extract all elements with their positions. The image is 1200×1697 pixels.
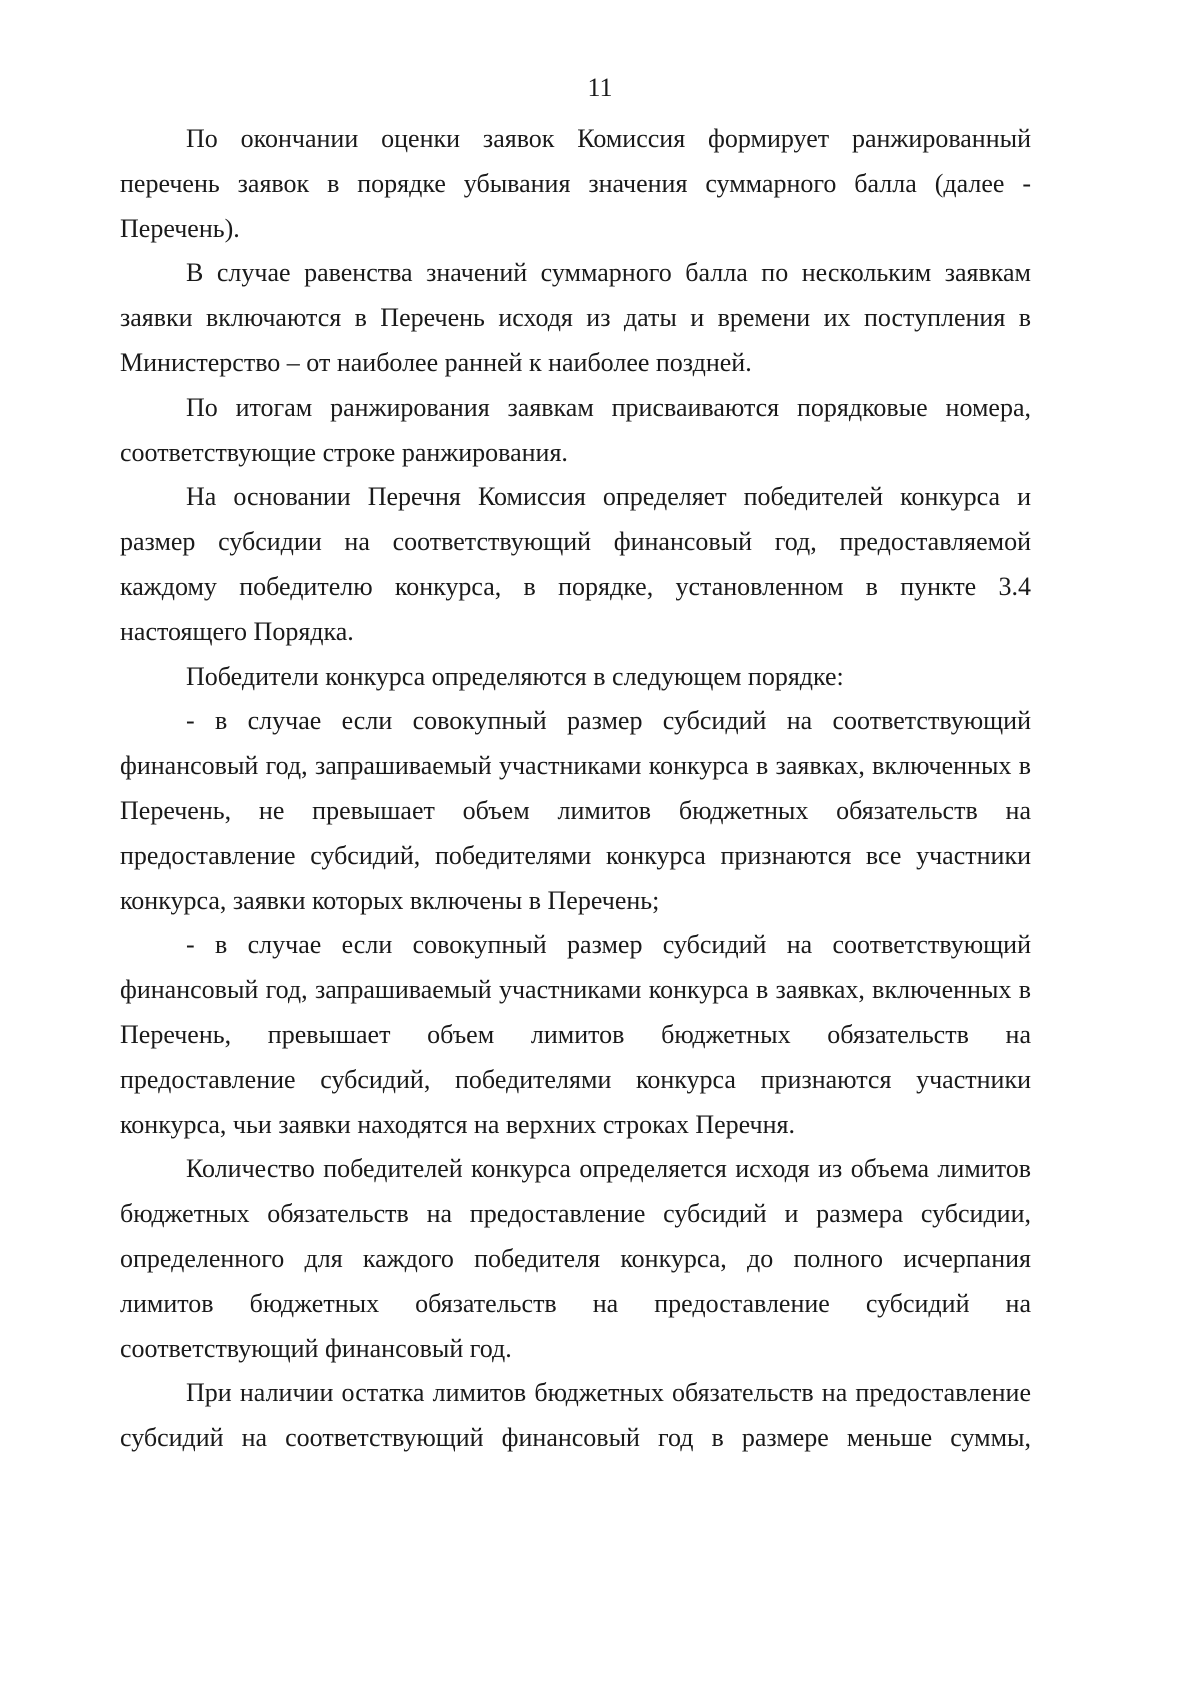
paragraph-winners-basis: На основании Перечня Комиссия определяет победителей конкурса и размер субсидии на соответствующий финансовый год, предоставляемой каждому победителю конкурса, в порядке, установленном в пункте 3.4 настоящего Порядка. [120,482,1031,646]
paragraph-remaining-limits: При наличии остатка лимитов бюджетных обязательств на предоставление субсидий на соответствующий финансовый год в размере меньше суммы, [120,1378,1031,1453]
paragraph-case-not-exceeds: - в случае если совокупный размер субсидий на соответствующий финансовый год, запрашиваемый участниками конкурса в заявках, включенных в Перечень, не превышает объем лимитов бюджетных обязательств на предоставление субсидий, победителями конкурса признаются все участники конкурса, заявки которых включены в Перечень; [120,706,1031,915]
paragraph-case-exceeds: - в случае если совокупный размер субсидий на соответствующий финансовый год, запрашиваемый участниками конкурса в заявках, включенных в Перечень, превышает объем лимитов бюджетных обязательств на предоставление субсидий, победителями конкурса признаются участники конкурса, чьи заявки находятся на верхних строках Перечня. [120,930,1031,1139]
page-number: 11 [587,73,613,102]
paragraph-winners-count: Количество победителей конкурса определяется исходя из объема лимитов бюджетных обязательств на предоставление субсидий и размера субсидии, определенного для каждого победителя конкурса, до полного исчерпания лимитов бюджетных обязательств на предоставление субсидий на соответствующий финансовый год. [120,1154,1031,1363]
paragraph-ranked-list: По окончании оценки заявок Комиссия формирует ранжированный перечень заявок в порядке убывания значения суммарного балла (далее - Перечень). [120,124,1031,243]
paragraph-winners-order: Победители конкурса определяются в следующем порядке: [186,661,844,691]
paragraph-ranking-numbers: По итогам ранжирования заявкам присваиваются порядковые номера, соответствующие строке ранжирования. [120,392,1031,467]
paragraph-equal-scores: В случае равенства значений суммарного балла по нескольким заявкам заявки включаются в Перечень исходя из даты и времени их поступления в Министерство – от наиболее ранней к наиболее поздней. [120,258,1031,377]
document-body [120,117,1031,1461]
